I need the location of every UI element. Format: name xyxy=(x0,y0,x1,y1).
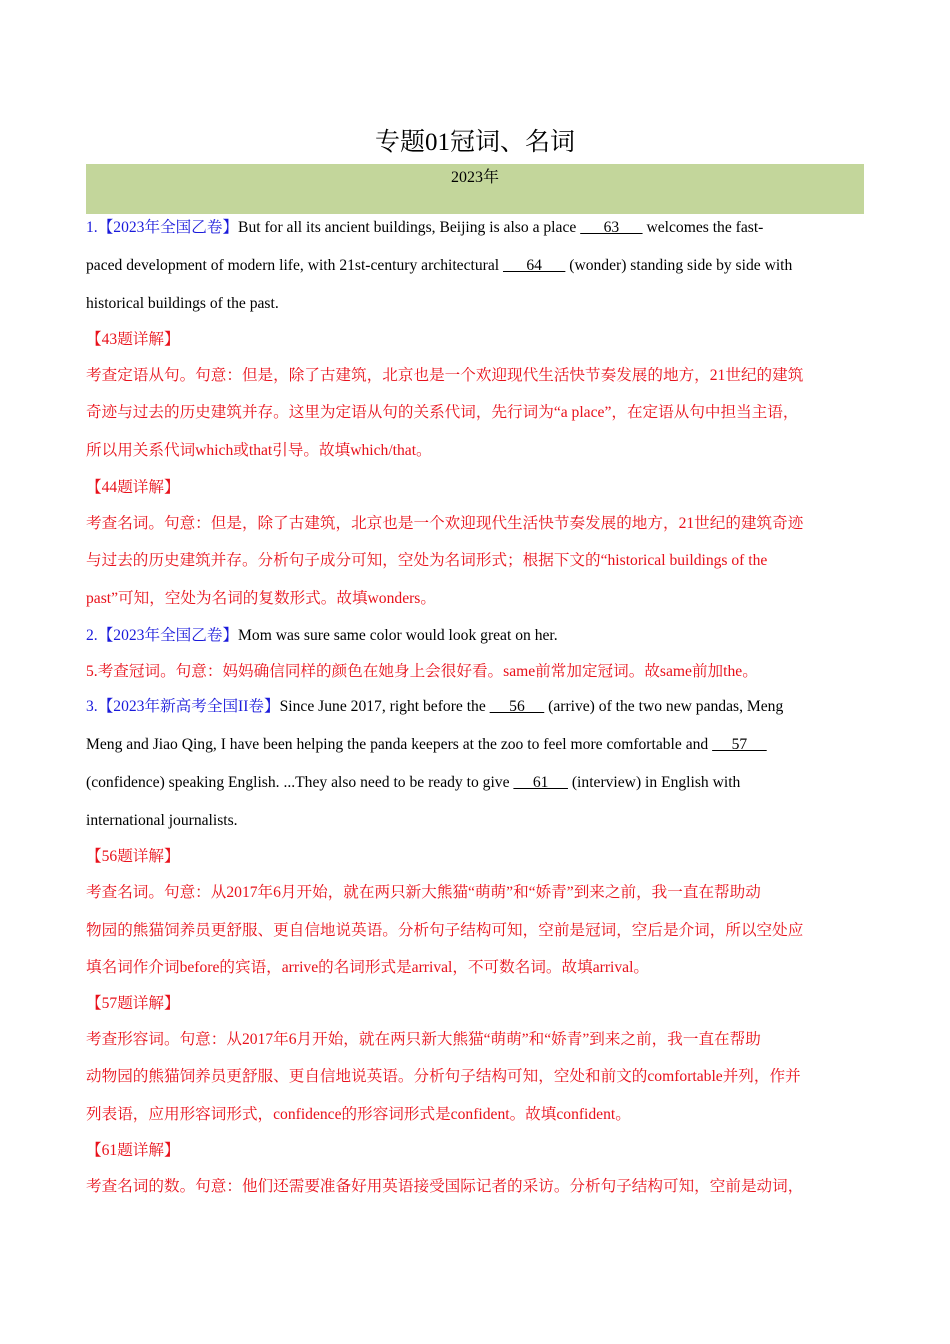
answer-blank: 56 xyxy=(489,698,545,715)
text-line xyxy=(86,1105,876,1125)
text-line xyxy=(86,811,876,831)
text-line xyxy=(86,330,876,350)
explanation-text: 考查定语从句。句意：但是，除了古建筑，北京也是一个欢迎现代生活快节奏发展的地方，21世纪的建筑 xyxy=(86,367,804,384)
question-source: 3.【2023年新高考全国II卷】 xyxy=(86,698,280,715)
explanation-text: 列表语，应用形容词形式，confidence的形容词形式是confident。故填confident。 xyxy=(86,1106,631,1123)
text-line xyxy=(86,441,876,461)
year-section-header: 2023年 xyxy=(86,164,864,214)
text-line xyxy=(86,883,876,903)
text-line xyxy=(86,773,876,793)
text-line xyxy=(86,847,876,867)
text-line xyxy=(86,403,876,423)
text-line xyxy=(86,589,876,609)
document-title: 专题01冠词、名词 xyxy=(374,129,575,156)
question-source: 1.【2023年全国乙卷】 xyxy=(86,219,239,236)
explanation-text: 奇迹与过去的历史建筑并存。这里为定语从句的关系代词，先行词为“a place”，在定语从句中担当主语， xyxy=(86,404,799,421)
text-line xyxy=(86,735,876,755)
explanation-text: 【43题详解】 xyxy=(86,331,180,348)
explanation-text: 物园的熊猫饲养员更舒服、更自信地说英语。分析句子结构可知，空前是冠词，空后是介词，所以空处应 xyxy=(86,922,804,939)
text-line xyxy=(86,994,876,1014)
text-line xyxy=(86,697,876,717)
explanation-text: 【57题详解】 xyxy=(86,995,180,1012)
text-line xyxy=(86,366,876,386)
explanation-text: 所以用关系代词which或that引导。故填which/that。 xyxy=(86,442,432,459)
question-text: Since June 2017, right before the xyxy=(279,698,490,715)
text-line xyxy=(86,514,876,534)
text-line xyxy=(86,958,876,978)
text-line xyxy=(86,662,876,682)
text-line xyxy=(86,1030,876,1050)
text-line xyxy=(86,478,876,498)
text-line xyxy=(86,1177,876,1197)
question-source: 2.【2023年全国乙卷】 xyxy=(86,627,239,644)
question-text: (confidence) speaking English. ...They also need to be ready to give xyxy=(86,774,514,791)
explanation-text: 填名词作介词before的宾语，arrive的名词形式是arrival，不可数名词。故填arrival。 xyxy=(86,959,649,976)
explanation-text: 【56题详解】 xyxy=(86,848,180,865)
explanation-text: 与过去的历史建筑并存。分析句子成分可知，空处为名词形式；根据下文的“historical buildings of the xyxy=(86,552,768,569)
answer-blank: 64 xyxy=(502,257,566,274)
question-text: Meng and Jiao Qing, I have been helping the panda keepers at the zoo to feel more comfortable and xyxy=(86,736,713,753)
question-text: (interview) in English with xyxy=(567,774,741,791)
answer-blank: 57 xyxy=(712,736,767,753)
question-text: But for all its ancient buildings, Beijing is also a place xyxy=(238,219,581,236)
explanation-text: 考查名词。句意：从2017年6月开始，就在两只新大熊猫“萌萌”和“娇青”到来之前，我一直在帮助动 xyxy=(86,884,761,901)
text-line xyxy=(86,294,876,314)
text-line xyxy=(86,921,876,941)
text-line xyxy=(86,256,876,276)
question-text: (arrive) of the two new pandas, Meng xyxy=(544,698,784,715)
explanation-text: 5.考查冠词。句意：妈妈确信同样的颜色在她身上会很好看。same前常加定冠词。故same前加the。 xyxy=(86,663,758,680)
text-line xyxy=(86,1141,876,1161)
explanation-text: 动物园的熊猫饲养员更舒服、更自信地说英语。分析句子结构可知，空处和前文的comfortable并列，作并 xyxy=(86,1068,801,1085)
text-line xyxy=(86,1067,876,1087)
question-text: paced development of modern life, with 21st-century architectural xyxy=(86,257,503,274)
explanation-text: 考查名词的数。句意：他们还需要准备好用英语接受国际记者的采访。分析句子结构可知，空前是动词， xyxy=(86,1178,804,1195)
explanation-text: 【44题详解】 xyxy=(86,479,180,496)
question-text: welcomes the fast- xyxy=(642,219,764,236)
explanation-text: 【61题详解】 xyxy=(86,1142,180,1159)
text-line xyxy=(86,551,876,571)
explanation-text: past”可知，空处为名词的复数形式。故填wonders。 xyxy=(86,590,436,607)
question-text: international journalists. xyxy=(86,812,238,829)
answer-blank: 63 xyxy=(580,219,643,236)
question-text: historical buildings of the past. xyxy=(86,295,279,312)
text-line xyxy=(86,626,876,646)
answer-blank: 61 xyxy=(513,774,568,791)
question-text: Mom was sure same color would look great on her. xyxy=(238,627,558,644)
text-line xyxy=(86,218,876,238)
explanation-text: 考查名词。句意：但是，除了古建筑，北京也是一个欢迎现代生活快节奏发展的地方，21世纪的建筑奇迹 xyxy=(86,515,804,532)
question-text: (wonder) standing side by side with xyxy=(565,257,793,274)
explanation-text: 考查形容词。句意：从2017年6月开始，就在两只新大熊猫“萌萌”和“娇青”到来之前，我一直在帮助 xyxy=(86,1031,761,1048)
